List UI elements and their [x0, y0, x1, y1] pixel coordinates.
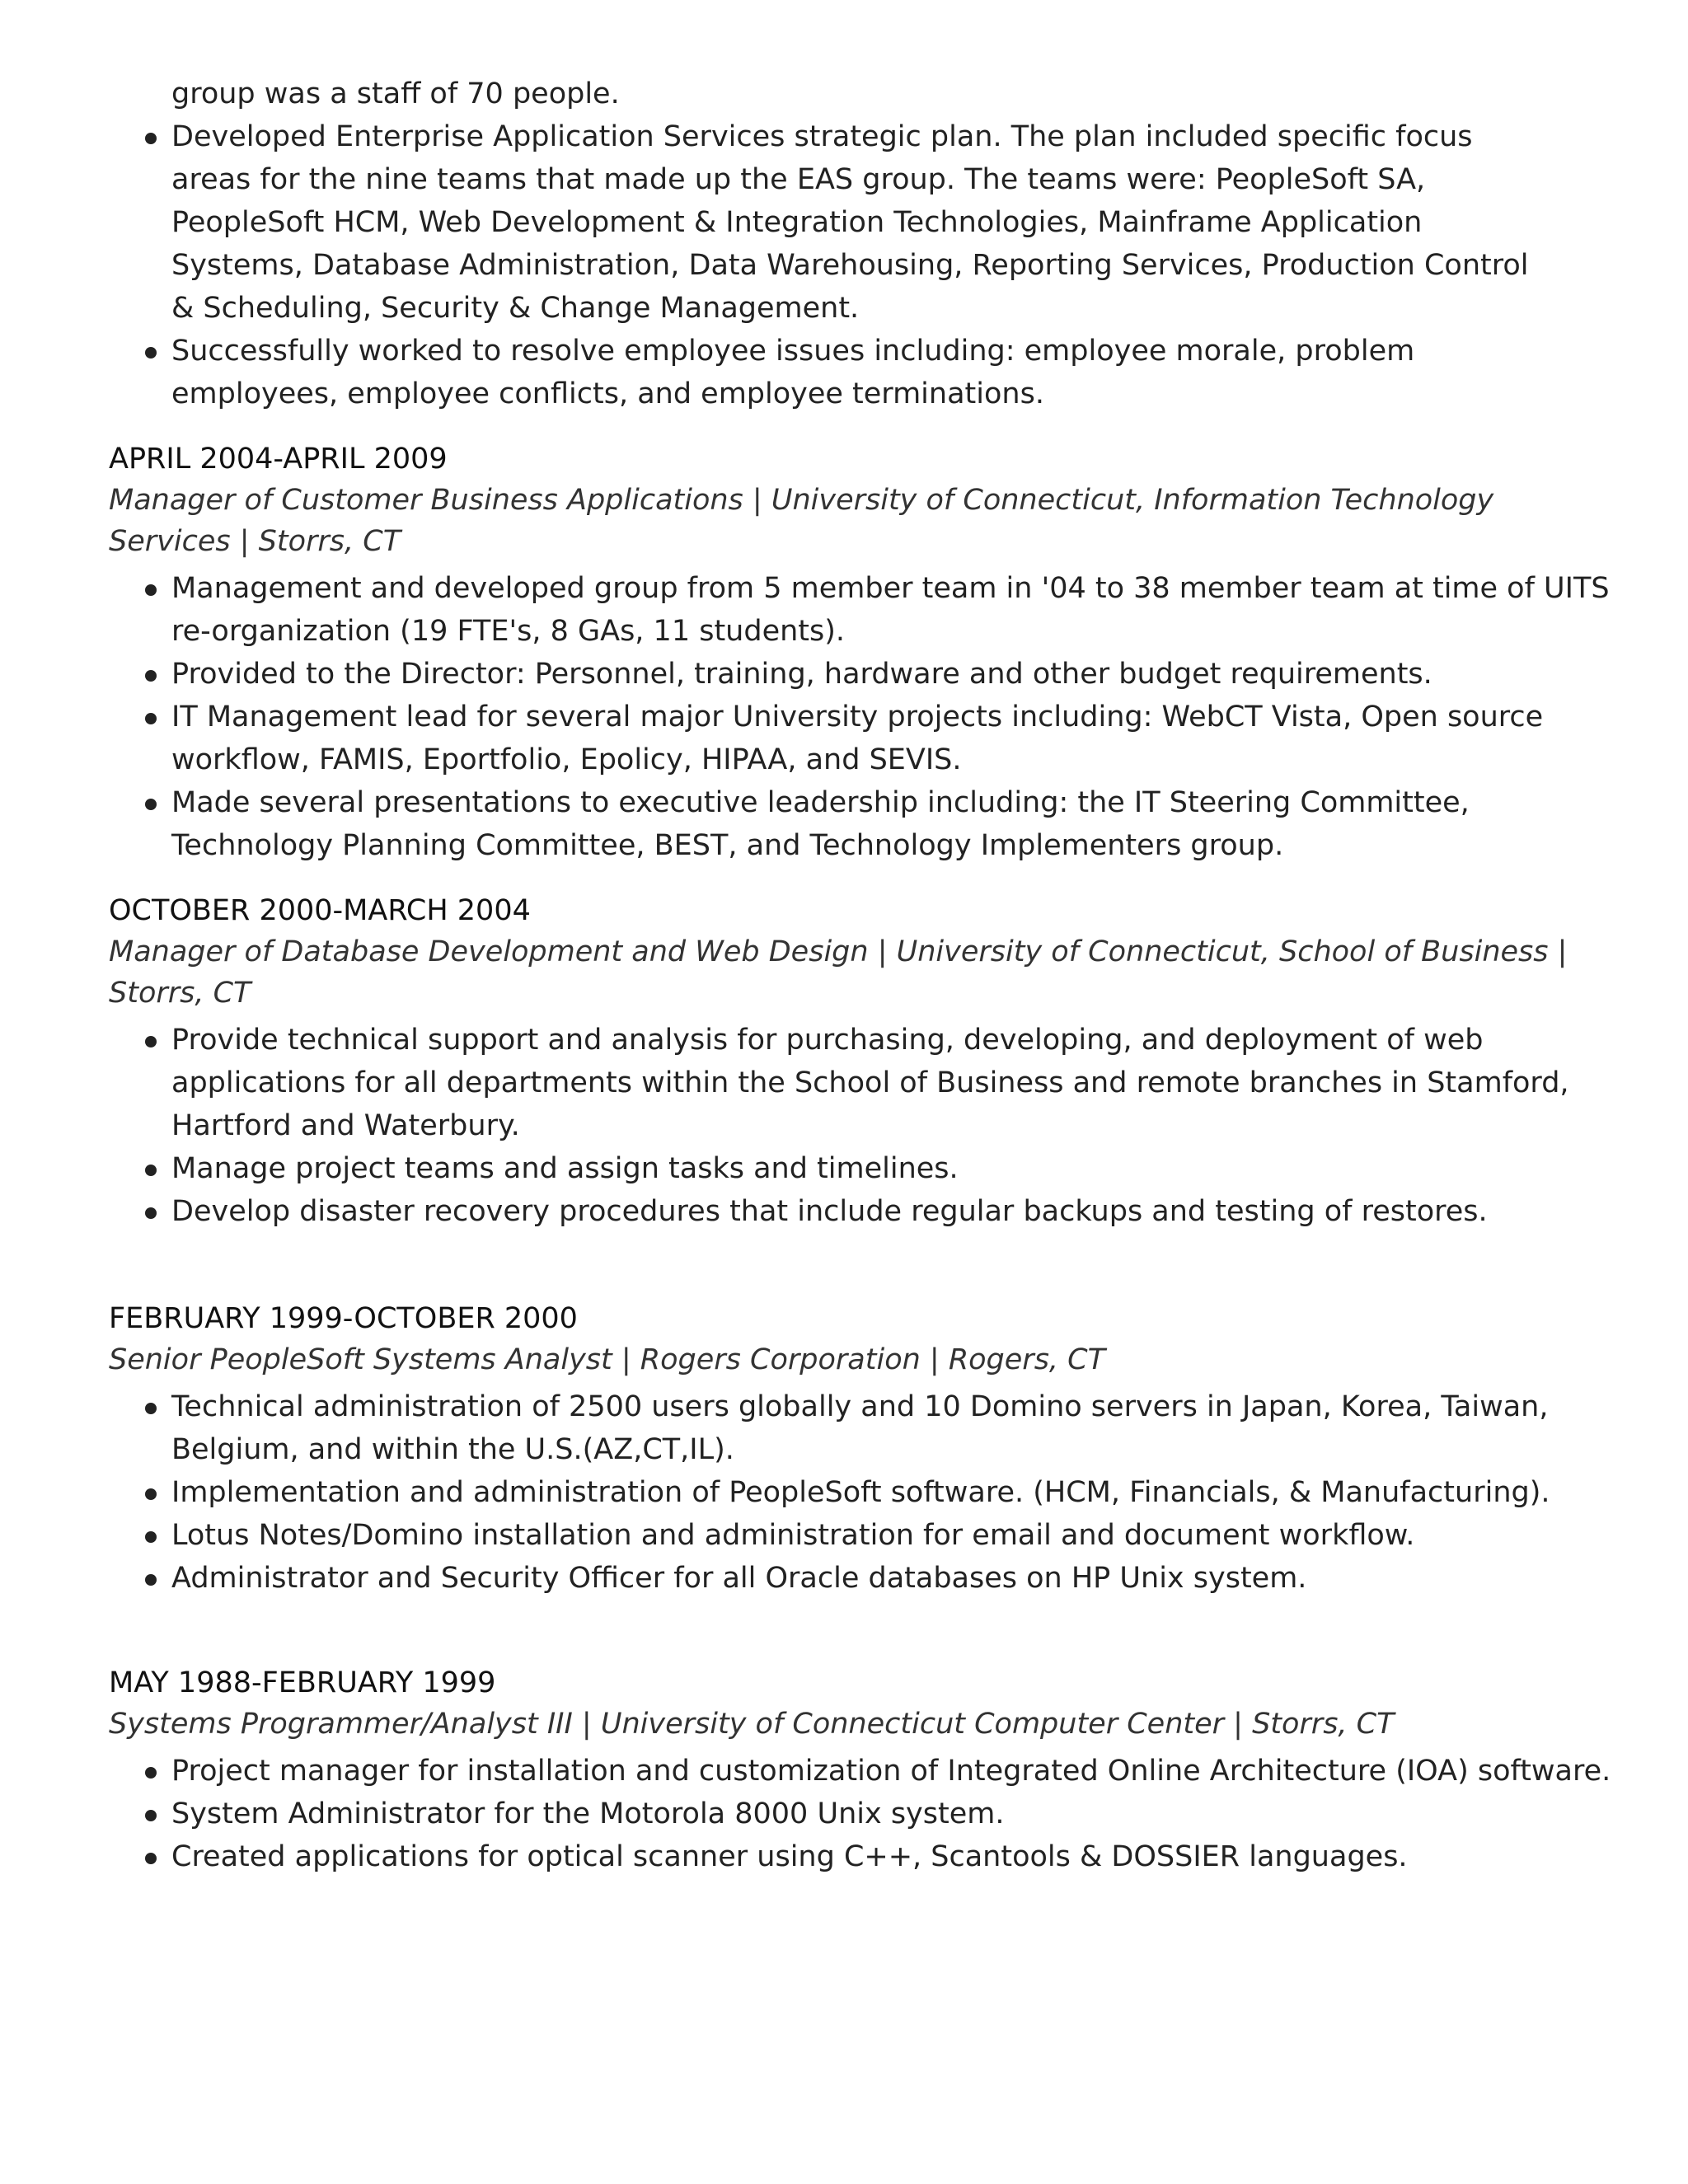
bullet-text: Project manager for installation and customization of Integrated Online Architecture (IOA) software. — [171, 1755, 1611, 1788]
bullet-text: Management and developed group from 5 member team in '04 to 38 member team at time of UITS re-organization (19 FTE's, 8 GAs, 11 students). — [171, 572, 1610, 648]
bullet-icon — [145, 1036, 157, 1047]
job-entry-rogers — [109, 1298, 1584, 1600]
job-bullet-list — [109, 567, 1610, 867]
job-entry-school-of-business — [109, 890, 1584, 1233]
list-item — [109, 1793, 1622, 1835]
list-item — [109, 1019, 1622, 1147]
bullet-text: Manage project teams and assign tasks and timelines. — [171, 1152, 959, 1185]
bullet-text: Administrator and Security Officer for all Oracle databases on HP Unix system. — [171, 1562, 1307, 1595]
job-title: Manager of Customer Business Applications | University of Connecticut, Information Technology Services | Storrs, CT — [109, 484, 1494, 558]
bullet-icon — [145, 1853, 157, 1864]
bullet-icon — [145, 799, 157, 810]
job-dates: OCTOBER 2000-MARCH 2004 — [109, 894, 531, 927]
bullet-icon — [145, 1531, 157, 1543]
bullet-icon — [145, 133, 157, 144]
bullet-text: Provide technical support and analysis for purchasing, developing, and deployment of web applications for all departments within the School of Business and remote branches in Stamford, Hartford and Waterbury. — [171, 1024, 1569, 1142]
bullet-text: Implementation and administration of PeopleSoft software. (HCM, Financials, & Manufacturing). — [171, 1476, 1550, 1509]
bullet-icon — [145, 670, 157, 682]
list-item — [109, 115, 1543, 330]
bullet-text: System Administrator for the Motorola 8000 Unix system. — [171, 1797, 1005, 1830]
list-item — [109, 1147, 1622, 1190]
bullet-text: IT Management lead for several major University projects including: WebCT Vista, Open source workflow, FAMIS, Eportfolio, Epolicy, HIPAA, and SEVIS. — [171, 701, 1544, 776]
bullet-icon — [145, 1165, 157, 1176]
list-item — [109, 567, 1622, 653]
job-dates: APRIL 2004-APRIL 2009 — [109, 443, 448, 476]
list-item — [109, 696, 1622, 781]
bullet-text: Provided to the Director: Personnel, training, hardware and other budget requirements. — [171, 658, 1432, 691]
bullet-icon — [145, 1574, 157, 1586]
bullet-icon — [145, 1810, 157, 1821]
job-dates: FEBRUARY 1999-OCTOBER 2000 — [109, 1302, 578, 1335]
bullet-text: Made several presentations to executive leadership including: the IT Steering Committee, Technology Planning Committee, BEST, and Technology Implementers group. — [171, 786, 1470, 862]
intro-bullet-list — [109, 115, 1543, 415]
list-item — [109, 1557, 1622, 1600]
job-bullet-list — [109, 1385, 1584, 1600]
bullet-icon — [145, 1403, 157, 1414]
job-title: Manager of Database Development and Web Design | University of Connecticut, School of Business | Storrs, CT — [109, 935, 1568, 1010]
bullet-text: Technical administration of 2500 users globally and 10 Domino servers in Japan, Korea, Taiwan, Belgium, and within the U.S.(AZ,CT,IL). — [171, 1390, 1549, 1466]
list-item — [109, 653, 1622, 696]
job-title: Systems Programmer/Analyst III | University of Connecticut Computer Center | Storrs, CT — [109, 1708, 1395, 1741]
list-item — [109, 330, 1543, 415]
job-title: Senior PeopleSoft Systems Analyst | Rogers Corporation | Rogers, CT — [109, 1343, 1106, 1376]
bullet-icon — [145, 713, 157, 724]
job-dates: MAY 1988-FEBRUARY 1999 — [109, 1666, 496, 1699]
job-entry-computer-center — [109, 1662, 1611, 1878]
job-entry-uits — [109, 438, 1610, 867]
job-bullet-list — [109, 1019, 1584, 1233]
list-item — [109, 1471, 1622, 1514]
bullet-text: Developed Enterprise Application Services strategic plan. The plan included specific focus areas for the nine teams that made up the EAS group. The teams were: PeopleSoft SA, PeopleSoft HCM, Web Development & Integration Technologies, Mainframe Application Systems, Database Administration, Data Warehousing, Reporting Services, Production Control & Scheduling, Security & Change Management. — [171, 120, 1529, 325]
list-item — [109, 781, 1622, 867]
list-item — [109, 1750, 1622, 1793]
job-bullet-list — [109, 1750, 1611, 1878]
bullet-text: Successfully worked to resolve employee issues including: employee morale, problem employees, employee conflicts, and employee terminations. — [171, 335, 1415, 410]
bullet-text: Lotus Notes/Domino installation and administration for email and document workflow. — [171, 1519, 1415, 1552]
list-item — [109, 1190, 1622, 1233]
bullet-icon — [145, 1207, 157, 1219]
bullet-text: Created applications for optical scanner using C++, Scantools & DOSSIER languages. — [171, 1840, 1408, 1873]
bullet-icon — [145, 1767, 157, 1779]
bullet-icon — [145, 347, 157, 359]
list-item — [109, 1514, 1622, 1557]
bullet-icon — [145, 1488, 157, 1500]
list-item — [109, 1385, 1622, 1471]
list-item — [109, 1835, 1622, 1878]
bullet-text: Develop disaster recovery procedures that include regular backups and testing of restores. — [171, 1195, 1488, 1228]
bullet-icon — [145, 584, 157, 596]
intro-continuation-text: group was a staff of 70 people. — [171, 77, 620, 110]
